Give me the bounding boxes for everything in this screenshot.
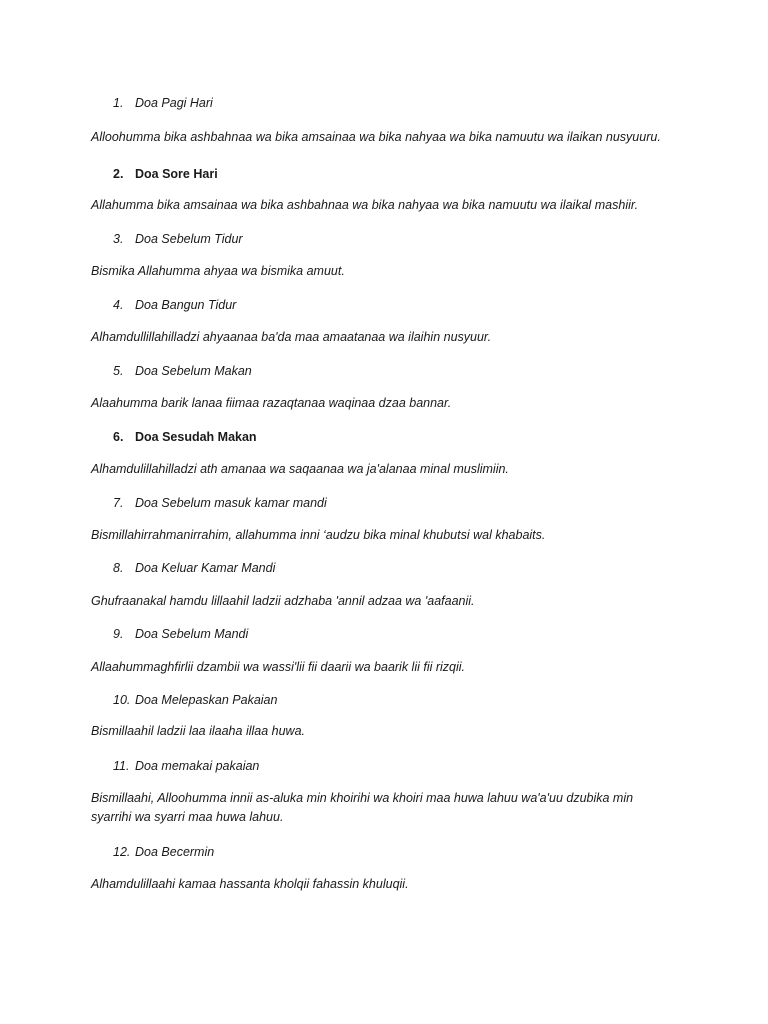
doa-title: Doa Sore Hari xyxy=(135,167,218,181)
doa-heading-2 xyxy=(113,166,218,182)
doa-number: 2. xyxy=(113,167,124,181)
doa-number: 6. xyxy=(113,430,124,444)
doa-title: Doa Keluar Kamar Mandi xyxy=(135,561,276,575)
doa-heading-12 xyxy=(113,844,214,860)
doa-number: 8. xyxy=(113,561,124,575)
doa-text-11: Bismillaahi, Alloohumma innii as-aluka min khoirihi wa khoiri maa huwa lahuu wa'a'uu dzubika min syarrihi wa syarri maa huwa lahuu. xyxy=(91,791,634,824)
doa-title: Doa memakai pakaian xyxy=(135,759,260,773)
doa-heading-3 xyxy=(113,231,243,247)
doa-number: 12. xyxy=(113,845,131,859)
doa-text-1: Alloohumma bika ashbahnaa wa bika amsainaa wa bika nahyaa wa bika namuutu wa ilaikan nusyuuru. xyxy=(91,130,661,144)
doa-heading-8 xyxy=(113,560,275,576)
doa-heading-7 xyxy=(113,495,327,511)
doa-title: Doa Becermin xyxy=(135,845,215,859)
doa-number: 4. xyxy=(113,298,124,312)
doa-text-9: Allaahummaghfirlii dzambii wa wassi'lii fii daarii wa baarik lii fii rizqii. xyxy=(91,660,466,674)
doa-heading-1 xyxy=(113,95,213,111)
doa-text-5: Alaahumma barik lanaa fiimaa razaqtanaa waqinaa dzaa bannar. xyxy=(91,396,452,410)
doa-title: Doa Bangun Tidur xyxy=(135,298,237,312)
doa-number: 10. xyxy=(113,693,131,707)
doa-title: Doa Pagi Hari xyxy=(135,96,213,110)
doa-number: 9. xyxy=(113,627,124,641)
doa-text-8: Ghufraanakal hamdu lillaahil ladzii adzhaba 'annil adzaa wa 'aafaanii. xyxy=(91,594,475,608)
doa-title: Doa Sebelum Tidur xyxy=(135,232,243,246)
doa-heading-4 xyxy=(113,297,236,313)
doa-title: Doa Sebelum Makan xyxy=(135,364,252,378)
doa-text-4: Alhamdullillahilladzi ahyaanaa ba'da maa amaatanaa wa ilaihin nusyuur. xyxy=(91,330,492,344)
doa-number: 3. xyxy=(113,232,124,246)
doa-number: 7. xyxy=(113,496,124,510)
doa-title: Doa Melepaskan Pakaian xyxy=(135,693,278,707)
doa-text-2: Allahumma bika amsainaa wa bika ashbahnaa wa bika nahyaa wa bika namuutu wa ilaikal mashiir. xyxy=(91,198,639,212)
doa-number: 1. xyxy=(113,96,124,110)
doa-text-10: Bismillaahil ladzii laa ilaaha illaa huwa. xyxy=(91,724,306,738)
doa-number: 5. xyxy=(113,364,124,378)
doa-title: Doa Sebelum masuk kamar mandi xyxy=(135,496,327,510)
doa-heading-11 xyxy=(113,758,259,774)
doa-heading-9 xyxy=(113,626,248,642)
doa-text-7: Bismillahirrahmanirrahim, allahumma inni ‘audzu bika minal khubutsi wal khabaits. xyxy=(91,528,546,542)
doa-heading-5 xyxy=(113,363,252,379)
doa-text-3: Bismika Allahumma ahyaa wa bismika amuut. xyxy=(91,264,345,278)
doa-heading-6 xyxy=(113,429,257,445)
doa-number: 11. xyxy=(113,759,130,773)
doa-title: Doa Sesudah Makan xyxy=(135,430,257,444)
doa-heading-10 xyxy=(113,692,277,708)
doa-title: Doa Sebelum Mandi xyxy=(135,627,249,641)
doa-text-12: Alhamdulillaahi kamaa hassanta kholqii fahassin khuluqii. xyxy=(91,877,409,891)
doa-text-6: Alhamdulillahilladzi ath amanaa wa saqaanaa wa ja'alanaa minal muslimiin. xyxy=(91,462,509,476)
